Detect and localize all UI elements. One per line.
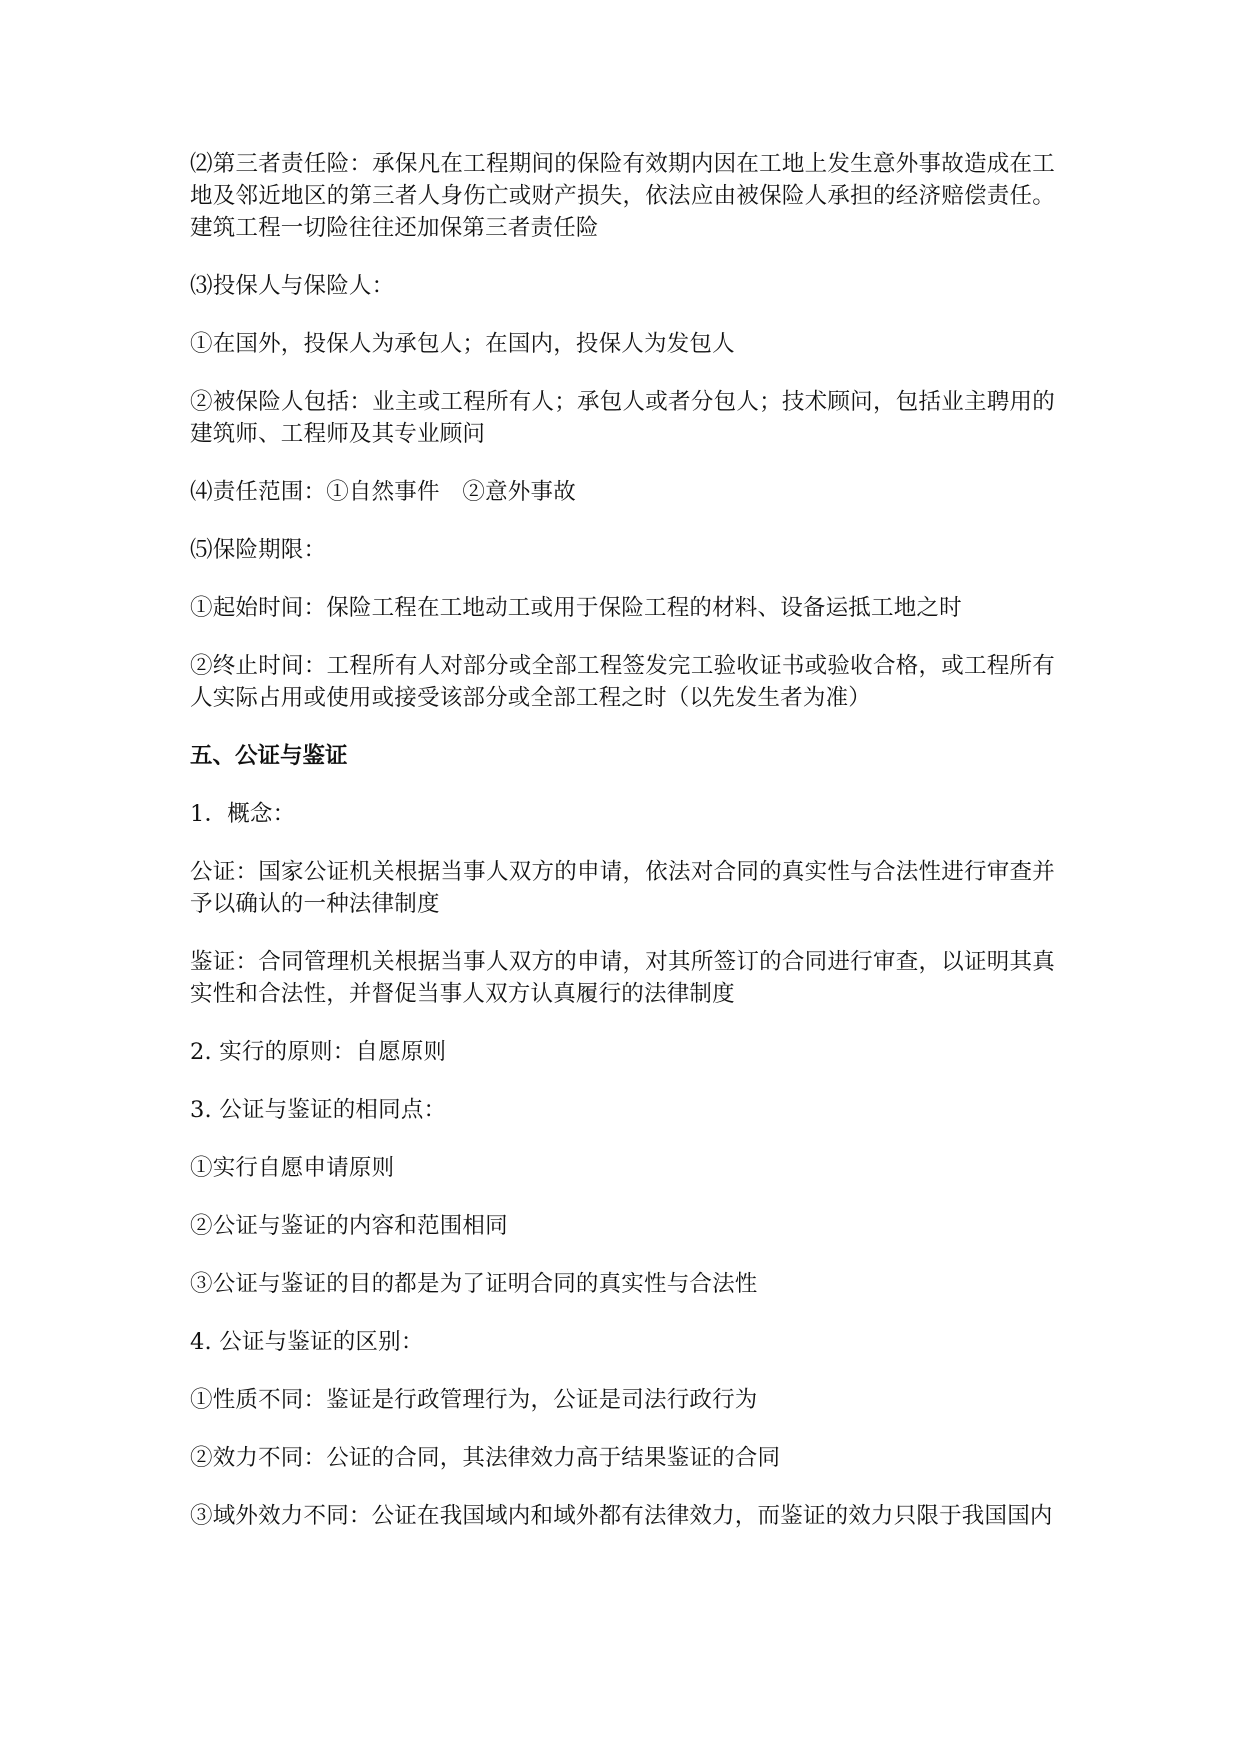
document-body bbox=[190, 148, 1055, 1558]
paragraph-similarity-3: ③公证与鉴证的目的都是为了证明合同的真实性与合法性 bbox=[190, 1271, 758, 1297]
paragraph-start-time: ①起始时间：保险工程在工地动工或用于保险工程的材料、设备运抵工地之时 bbox=[190, 595, 962, 621]
paragraph-difference-2: ②效力不同：公证的合同，其法律效力高于结果鉴证的合同 bbox=[190, 1445, 781, 1471]
paragraph-end-time: ②终止时间：工程所有人对部分或全部工程签发完工验收证书或验收合格，或工程所有人实际占用或使用或接受该部分或全部工程之时（以先发生者为准） bbox=[190, 653, 1055, 711]
paragraph-similarity-2: ②公证与鉴证的内容和范围相同 bbox=[190, 1213, 508, 1239]
section-heading: 五、公证与鉴证 bbox=[190, 743, 348, 769]
paragraph-insured-parties: ②被保险人包括：业主或工程所有人；承包人或者分包人；技术顾问，包括业主聘用的建筑师、工程师及其专业顾问 bbox=[190, 389, 1055, 447]
paragraph-liability-scope: ⑷责任范围：①自然事件 ②意外事故 bbox=[190, 479, 576, 505]
paragraph-difference-3: ③域外效力不同：公证在我国域内和域外都有法律效力，而鉴证的效力只限于我国国内 bbox=[190, 1503, 1053, 1529]
paragraph-insurance-period-heading: ⑸保险期限： bbox=[190, 537, 327, 563]
paragraph-third-party-liability: ⑵第三者责任险：承保凡在工程期间的保险有效期内因在工地上发生意外事故造成在工地及邻近地区的第三者人身伤亡或财产损失，依法应由被保险人承担的经济赔偿责任。建筑工程一切险往往还加保第三者责任险 bbox=[190, 151, 1055, 241]
paragraph-difference-1: ①性质不同：鉴证是行政管理行为，公证是司法行政行为 bbox=[190, 1387, 758, 1413]
paragraph-notarization-definition: 公证：国家公证机关根据当事人双方的申请，依法对合同的真实性与合法性进行审查并予以确认的一种法律制度 bbox=[190, 859, 1055, 917]
paragraph-concept-heading: 1．概念： bbox=[190, 801, 296, 827]
paragraph-similarities-heading: 3. 公证与鉴证的相同点： bbox=[190, 1097, 447, 1123]
paragraph-principle: 2. 实行的原则：自愿原则 bbox=[190, 1039, 447, 1065]
paragraph-policyholder-heading: ⑶投保人与保险人： bbox=[190, 273, 395, 299]
paragraph-policyholder-domestic-foreign: ①在国外，投保人为承包人；在国内，投保人为发包人 bbox=[190, 331, 735, 357]
paragraph-differences-heading: 4. 公证与鉴证的区别： bbox=[190, 1329, 424, 1355]
paragraph-similarity-1: ①实行自愿申请原则 bbox=[190, 1155, 395, 1181]
paragraph-verification-definition: 鉴证：合同管理机关根据当事人双方的申请，对其所签订的合同进行审查，以证明其真实性和合法性，并督促当事人双方认真履行的法律制度 bbox=[190, 949, 1055, 1007]
